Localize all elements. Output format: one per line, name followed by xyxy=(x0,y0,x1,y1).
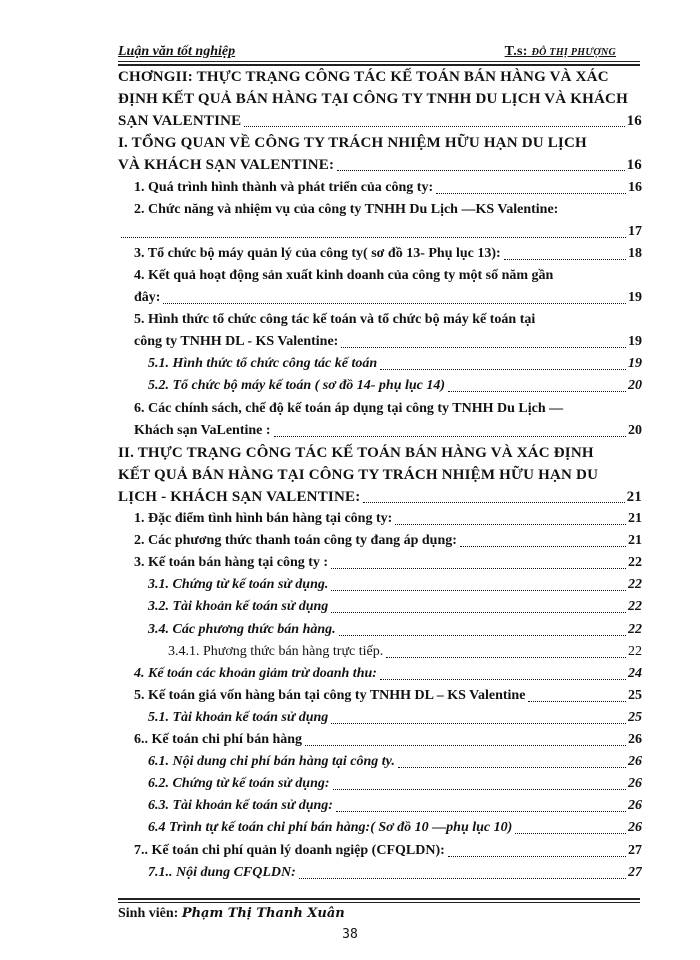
toc-entry-page: 17 xyxy=(628,223,642,239)
toc-entry-title: 6.4 Trình tự kế toán chi phí bán hàng:( Sơ đồ 10 —phụ lục 10) xyxy=(148,820,513,836)
running-header xyxy=(118,44,640,60)
header-rule-thin xyxy=(118,61,640,62)
toc-entry xyxy=(118,596,642,618)
toc-entry-page: 22 xyxy=(628,643,642,659)
toc-entry-title: 6.1. Nội dung chi phí bán hàng tại công ty. xyxy=(148,754,395,770)
toc-entry-page: 27 xyxy=(628,864,642,880)
toc-entry xyxy=(118,840,642,862)
toc-entry-page: 21 xyxy=(628,533,642,549)
toc-dot-leader xyxy=(305,745,626,746)
toc-entry-page: 25 xyxy=(628,687,642,703)
toc-entry-title: 6. Các chính sách, chế độ kế toán áp dụng tại công ty TNHH Du Lịch — xyxy=(134,400,564,416)
toc-entry-title: 6.. Kế toán chi phí bán hàng xyxy=(134,732,303,747)
footer-label: Sinh viên: xyxy=(118,906,179,921)
toc-entry xyxy=(118,66,642,88)
toc-entry-title: 4. Kết quả hoạt động sản xuất kinh doanh của công ty một số năm gần xyxy=(134,267,554,283)
toc-dot-leader xyxy=(460,546,626,547)
toc-entry-page: 20 xyxy=(628,422,642,438)
toc-entry-page: 16 xyxy=(626,113,642,130)
toc-entry-page: 19 xyxy=(628,334,642,350)
toc-dot-leader xyxy=(331,590,626,591)
toc-dot-leader xyxy=(339,635,626,636)
toc-entry-title: 5.1. Hình thức tổ chức công tác kế toán xyxy=(148,356,378,372)
toc-entry-title: 2. Chức năng và nhiệm vụ của công ty TNHH Du Lịch —KS Valentine: xyxy=(134,201,559,217)
toc-entry-title: 5. Hình thức tổ chức công tác kế toán và tổ chức bộ máy kế toán tại xyxy=(134,312,536,328)
toc-entry-page: 22 xyxy=(628,555,642,571)
toc-entry-title: 3.2. Tài khoản kế toán sử dụng xyxy=(148,599,329,615)
toc-dot-leader xyxy=(121,237,626,238)
toc-entry xyxy=(118,685,642,707)
toc-entry xyxy=(118,464,642,486)
toc-entry-title: 3. Tổ chức bộ máy quản lý của công ty( sơ đồ 13- Phụ lục 13): xyxy=(134,245,501,261)
toc-entry xyxy=(118,442,642,464)
toc-entry xyxy=(118,420,642,442)
toc-entry xyxy=(118,773,642,795)
header-advisor xyxy=(505,44,616,60)
toc-entry xyxy=(118,110,642,132)
toc-dot-leader xyxy=(337,170,625,171)
toc-dot-leader xyxy=(528,701,626,702)
toc-dot-leader xyxy=(274,436,626,437)
toc-entry-title: VÀ KHÁCH SẠN VALENTINE: xyxy=(118,157,335,174)
toc-entry xyxy=(118,795,642,817)
toc-dot-leader xyxy=(380,679,626,680)
toc-entry xyxy=(118,88,642,110)
toc-entry xyxy=(118,353,642,375)
toc-entry-page: 16 xyxy=(626,157,642,174)
toc-entry-title: 3.4. Các phương thức bán hàng. xyxy=(148,621,336,637)
toc-dot-leader xyxy=(333,789,626,790)
toc-entry-page: 18 xyxy=(628,245,642,261)
toc-entry xyxy=(118,331,642,353)
toc-entry-page: 22 xyxy=(628,599,642,615)
footer-student-name: Phạm Thị Thanh Xuân xyxy=(181,906,345,921)
toc-dot-leader xyxy=(331,568,626,569)
toc-entry-title: đây: xyxy=(134,290,161,305)
toc-dot-leader xyxy=(336,811,626,812)
toc-dot-leader xyxy=(386,657,626,658)
header-advisor-prefix: T.s: xyxy=(504,44,528,59)
toc-entry-page: 25 xyxy=(628,709,642,725)
toc-entry-title: 3.1. Chứng từ kế toán sử dụng. xyxy=(148,577,329,593)
toc-dot-leader xyxy=(380,369,626,370)
toc-entry xyxy=(118,619,642,641)
toc-entry-title: 7.. Kế toán chi phí quản lý doanh ngiệp (CFQLDN): xyxy=(134,842,445,858)
toc-entry xyxy=(118,486,642,508)
toc-entry-title: 6.3. Tài khoản kế toán sử dụng: xyxy=(148,798,333,814)
footer-rule-thin xyxy=(118,902,640,903)
toc-entry-title: công ty TNHH DL - KS Valentine: xyxy=(134,334,339,350)
toc-entry-page: 26 xyxy=(628,776,642,792)
toc-entry-title: 1. Quá trình hình thành và phát triển của công ty: xyxy=(134,179,434,195)
toc-dot-leader xyxy=(363,502,625,503)
toc-dot-leader xyxy=(504,259,626,260)
toc-entry xyxy=(118,287,642,309)
toc-entry-title: 6.2. Chứng từ kế toán sử dụng: xyxy=(148,776,330,792)
toc-entry-page: 16 xyxy=(628,179,642,195)
toc-entry-page: 26 xyxy=(628,820,642,836)
toc-entry xyxy=(118,729,642,751)
toc-entry-title: 5.1. Tài khoản kế toán sử dụng xyxy=(148,709,329,725)
toc-entry xyxy=(118,177,642,199)
toc-dot-leader xyxy=(436,193,626,194)
toc-entry-page: 20 xyxy=(628,378,642,394)
toc-entry xyxy=(118,132,642,154)
toc-dot-leader xyxy=(515,833,626,834)
toc-dot-leader xyxy=(244,126,625,127)
toc-entry xyxy=(118,398,642,420)
toc-entry xyxy=(118,663,642,685)
toc-entry-title: 3. Kế toán bán hàng tại công ty : xyxy=(134,555,329,571)
toc-entry-page: 22 xyxy=(628,577,642,593)
toc-entry-title: I. TỔNG QUAN VỀ CÔNG TY TRÁCH NHIỆM HỮU HẠN DU LỊCH xyxy=(118,135,587,152)
toc-entry-page: 21 xyxy=(626,488,642,505)
page-number: 38 xyxy=(342,927,358,942)
toc-entry-title: 2. Các phương thức thanh toán công ty đang áp dụng: xyxy=(134,533,457,549)
toc-entry-title: 7.1.. Nội dung CFQLDN: xyxy=(148,864,296,880)
toc-entry xyxy=(118,817,642,839)
toc-entry-page: 26 xyxy=(628,732,642,747)
toc-entry-title: ĐỊNH KẾT QUẢ BÁN HÀNG TẠI CÔNG TY TNHH DU LỊCH VÀ KHÁCH xyxy=(118,91,628,108)
toc-entry-title: 1. Đặc điểm tình hình bán hàng tại công ty: xyxy=(134,511,393,526)
toc-entry-page: 19 xyxy=(628,290,642,305)
toc-entry-title: 3.4.1. Phương thức bán hàng trực tiếp. xyxy=(168,643,384,659)
toc-entry-title: II. THỰC TRẠNG CÔNG TÁC KẾ TOÁN BÁN HÀNG VÀ XÁC ĐỊNH xyxy=(118,444,594,461)
toc-entry xyxy=(118,154,642,176)
toc-entry-title: KẾT QUẢ BÁN HÀNG TẠI CÔNG TY TRÁCH NHIỆM HỮU HẠN DU xyxy=(118,466,599,483)
toc-entry-title: Khách sạn VaLentine : xyxy=(134,422,271,438)
toc-dot-leader xyxy=(331,612,626,613)
toc-dot-leader xyxy=(163,303,626,304)
header-title: Luận văn tốt nghiệp xyxy=(118,44,236,59)
toc-entry-title: CHƠNGII: THỰC TRẠNG CÔNG TÁC KẾ TOÁN BÁN HÀNG VÀ XÁC xyxy=(118,69,609,85)
toc-dot-leader xyxy=(341,347,626,348)
toc-entry-page: 21 xyxy=(628,511,642,526)
toc-entry-title: 5. Kế toán giá vốn hàng bán tại công ty TNHH DL – KS Valentine xyxy=(134,687,526,703)
toc-entry-page: 26 xyxy=(628,798,642,814)
header-advisor-name: ĐỖ THỊ PHƯỢNG xyxy=(531,47,616,58)
toc-dot-leader xyxy=(398,767,626,768)
footer-rule-thick xyxy=(118,898,640,900)
toc-entry xyxy=(118,265,642,287)
toc-entry xyxy=(118,221,642,243)
toc-entry-page: 27 xyxy=(628,842,642,858)
toc-entry-title: LỊCH - KHÁCH SẠN VALENTINE: xyxy=(118,488,361,505)
toc-entry xyxy=(118,530,642,552)
toc-entry-title: 5.2. Tổ chức bộ máy kế toán ( sơ đồ 14- phụ lục 14) xyxy=(148,378,446,394)
toc-entry xyxy=(118,508,642,530)
toc-entry xyxy=(118,199,642,221)
toc-entry xyxy=(118,309,642,331)
toc-dot-leader xyxy=(395,524,626,525)
toc-entry xyxy=(118,574,642,596)
toc-dot-leader xyxy=(331,723,626,724)
toc-entry xyxy=(118,375,642,397)
footer-student xyxy=(118,906,345,922)
toc-entry-page: 19 xyxy=(628,356,642,372)
toc-entry xyxy=(118,751,642,773)
toc-entry xyxy=(118,862,642,884)
toc-entry xyxy=(118,552,642,574)
toc-entry-page: 24 xyxy=(628,665,642,681)
toc-dot-leader xyxy=(448,856,626,857)
toc-dot-leader xyxy=(299,878,626,879)
toc-dot-leader xyxy=(448,391,626,392)
toc-entry-title: SẠN VALENTINE xyxy=(118,113,242,130)
toc-entry-title: 4. Kế toán các khoản giảm trừ doanh thu: xyxy=(134,665,377,681)
toc-entry-page: 26 xyxy=(628,754,642,770)
toc-entry xyxy=(118,243,642,265)
toc-entry-page: 22 xyxy=(628,621,642,637)
toc-entry xyxy=(118,641,642,663)
toc-entry xyxy=(118,707,642,729)
